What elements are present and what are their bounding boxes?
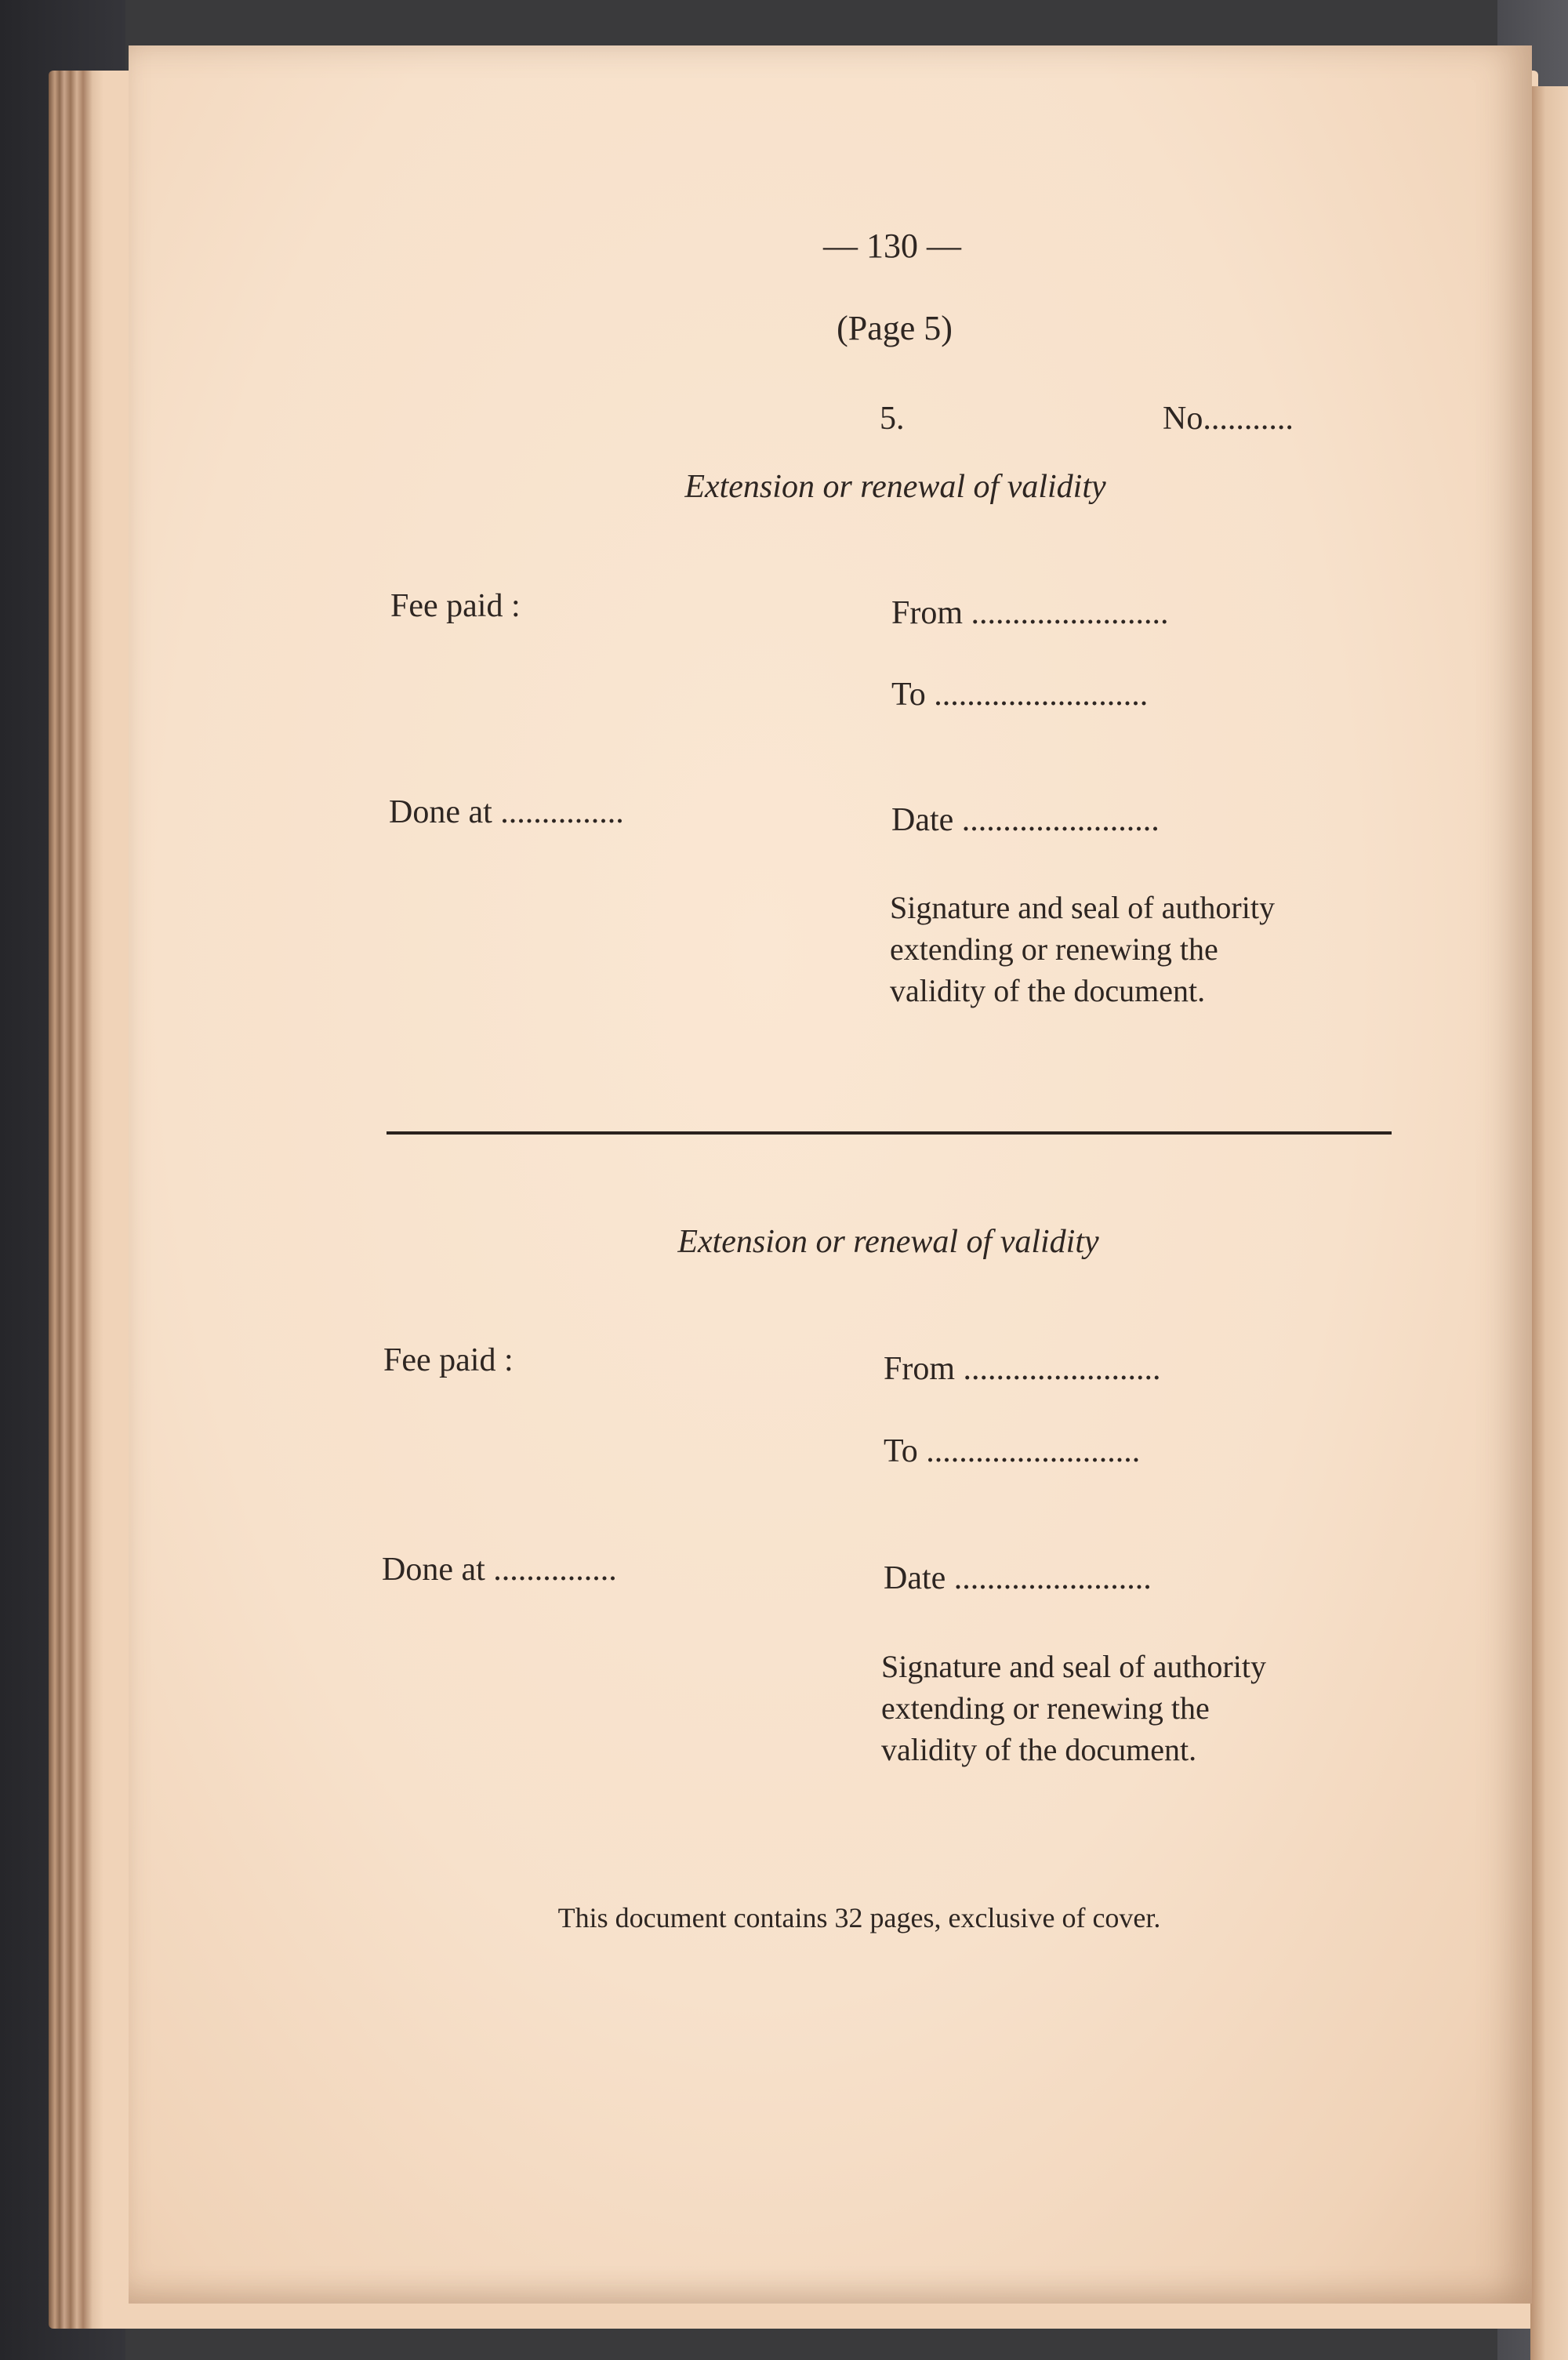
signature-line-2: extending or renewing the <box>890 931 1218 967</box>
done-at-field: Done at ............... <box>382 1552 617 1588</box>
facing-page-edge <box>1530 86 1568 2360</box>
from-field: From ........................ <box>884 1351 1161 1387</box>
signature-line-1: Signature and seal of authority <box>890 890 1275 925</box>
fee-paid-label: Fee paid : <box>383 1342 514 1378</box>
date-field: Date ........................ <box>884 1560 1152 1596</box>
to-field: To .......................... <box>884 1433 1141 1469</box>
signature-line-2: extending or renewing the <box>881 1690 1210 1726</box>
section-title: Extension or renewal of validity <box>684 469 1106 505</box>
to-field: To .......................... <box>891 677 1149 713</box>
page-footer: This document contains 32 pages, exclusive of cover. <box>557 1902 1161 1933</box>
document-page <box>129 45 1532 2304</box>
page-number: — 130 — <box>823 227 961 265</box>
signature-line-3: validity of the document. <box>890 973 1206 1008</box>
from-field: From ........................ <box>891 595 1169 631</box>
done-at-field: Done at ............... <box>389 794 624 830</box>
page-subtitle: (Page 5) <box>837 309 953 347</box>
signature-line-3: validity of the document. <box>881 1732 1197 1767</box>
date-field: Date ........................ <box>891 802 1160 838</box>
signature-line-1: Signature and seal of authority <box>881 1649 1266 1684</box>
section-number: 5. <box>880 401 905 437</box>
number-field: No........... <box>1163 401 1294 437</box>
section-divider <box>387 1131 1392 1135</box>
signature-caption <box>881 1646 1266 1770</box>
signature-caption <box>890 887 1275 1011</box>
fee-paid-label: Fee paid : <box>390 588 521 624</box>
section-title: Extension or renewal of validity <box>677 1224 1099 1260</box>
